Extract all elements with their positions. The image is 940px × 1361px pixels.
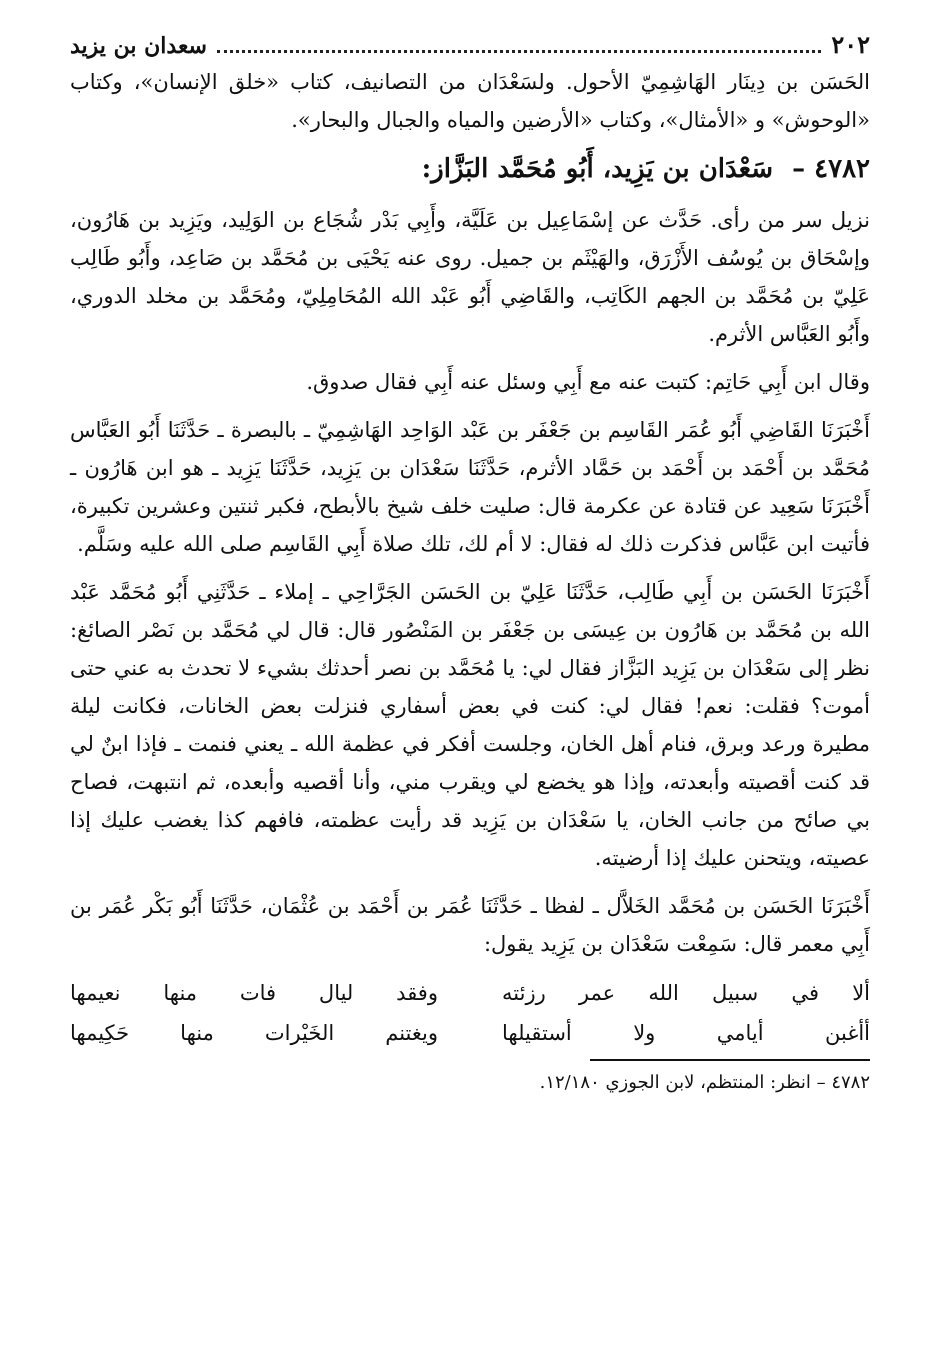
- body-paragraph: أَخْبَرَنَا الحَسَن بن مُحَمَّد الخَلاَّل ـ لفظا ـ حَدَّثَنَا عُمَر بن أَحْمَد بن عُثْمَان، حَدَّثَنَا أَبُو بَكْر عُمَر بن أَبِي معمر قال: سَمِعْت سَعْدَان بن يَزِيد يقول:: [70, 894, 870, 956]
- header-dot-leader: [217, 40, 821, 53]
- entry-title: سَعْدَان بن يَزِيد، أَبُو مُحَمَّد البَزَّاز:: [421, 154, 774, 184]
- document-page: [70, 30, 870, 1097]
- entry-heading: [70, 149, 870, 189]
- footnote-separator: [590, 1059, 870, 1061]
- poem-first-hemistich: أأغبن أيامي ولا أستقيلها: [502, 1021, 870, 1045]
- poem-verse: [70, 973, 870, 1013]
- poem-verse: [70, 1013, 870, 1053]
- poem-second-hemistich: ويغتنم الخَيْرات منها حَكِيمها: [70, 1021, 438, 1045]
- poem: [70, 973, 870, 1053]
- poem-second-hemistich: وفقد ليال فات منها نعيمها: [70, 981, 438, 1005]
- body-paragraph: وقال ابن أَبِي حَاتِم: كتبت عنه مع أَبِي وسئل عنه أَبِي فقال صدوق.: [306, 370, 870, 394]
- page-number: ٢٠٢: [831, 30, 870, 59]
- body-paragraph: نزيل سر من رأى. حَدَّث عن إسْمَاعِيل بن عَلَيَّة، وأَبِي بَدْر شُجَاع بن الوَلِيد، ويَزِيد بن هَارُون، وإسْحَاق بن يُوسُف الأَزْرَق، والهَيْثَم بن جميل. روى عنه يَحْيَى بن مُحَمَّد بن صَاعِد، وأَبُو طَالِب عَلِيّ بن مُحَمَّد بن الجهم الكَاتِب، والقَاضِي أَبُو عَبْد الله المُحَامِلِيّ، ومُحَمَّد بن مخلد الدوري، وأَبُو العَبَّاس الأثرم.: [70, 208, 870, 346]
- footnote: ٤٧٨٢ – انظر: المنتظم، لابن الجوزي ١٢/١٨٠.: [539, 1072, 870, 1093]
- page-header: [70, 30, 870, 63]
- body-paragraph: أَخْبَرَنَا القَاضِي أَبُو عُمَر القَاسِم بن جَعْفَر بن عَبْد الوَاحِد الهَاشِمِيّ ـ بالبصرة ـ حَدَّثَنَا أَبُو العَبَّاس مُحَمَّد بن أَحْمَد بن أَحْمَد بن حَمَّاد الأثرم، حَدَّثَنَا سَعْدَان بن يَزِيد، حَدَّثَنَا يَزِيد ـ هو ابن هَارُون ـ أَخْبَرَنَا سَعِيد عن قتادة عن عكرمة قال: صليت خلف شيخ بالأبطح، فكبر ثنتين وعشرين تكبيرة، فأتيت ابن عَبَّاس فذكرت ذلك له فقال: لا أم لك، تلك صلاة أَبِي القَاسِم صلى الله عليه وسَلَّم.: [70, 418, 870, 556]
- body-paragraph: أَخْبَرَنَا الحَسَن بن أَبِي طَالِب، حَدَّثَنَا عَلِيّ بن الحَسَن الجَرَّاحِي ـ إملاء ـ حَدَّثَنِي أَبُو مُحَمَّد عَبْد الله بن مُحَمَّد بن هَارُون بن عِيسَى بن جَعْفَر بن المَنْصُور قال: قال لي مُحَمَّد بن نَصْر الصائغ: نظر إلى سَعْدَان بن يَزِيد البَزَّاز فقال لي: يا مُحَمَّد بن نصر أحدثك بشيء لا تحدث به عني حتى أموت؟ فقلت: نعم! فقال لي: كنت في بعض أسفاري فنزلت بعض الخانات، فكانت ليلة مطيرة ورعد وبرق، فنام أهل الخان، وجلست أفكر في عظمة الله ـ يعني فنمت ـ فإذا ابنٌ لي قد كنت أقصيته وأبعدته، وإذا هو يخضع لي ويقرب مني، وأنا أقصيه وأبعده، ثم انتبهت، فصاح بي صائح من جانب الخان، يا سَعْدَان بن يَزِيد قد رأيت عظمته، فافهم كذا يغضب عليك إذا عصيته، ويتحنن عليك إذا أرضيته.: [70, 580, 870, 870]
- intro-paragraph: الحَسَن بن دِينَار الهَاشِمِيّ الأحول. ولسَعْدَان من التصانيف، كتاب «خلق الإنسان»، وكتاب «الوحوش» و «الأمثال»، وكتاب «الأرضين والمياه والجبال والبحار».: [70, 70, 870, 132]
- poem-first-hemistich: ألا في سبيل الله عمر رزئته: [502, 981, 870, 1005]
- running-title: سعدان بن يزيد: [70, 33, 207, 59]
- entry-number: ٤٧٨٢ –: [792, 154, 870, 184]
